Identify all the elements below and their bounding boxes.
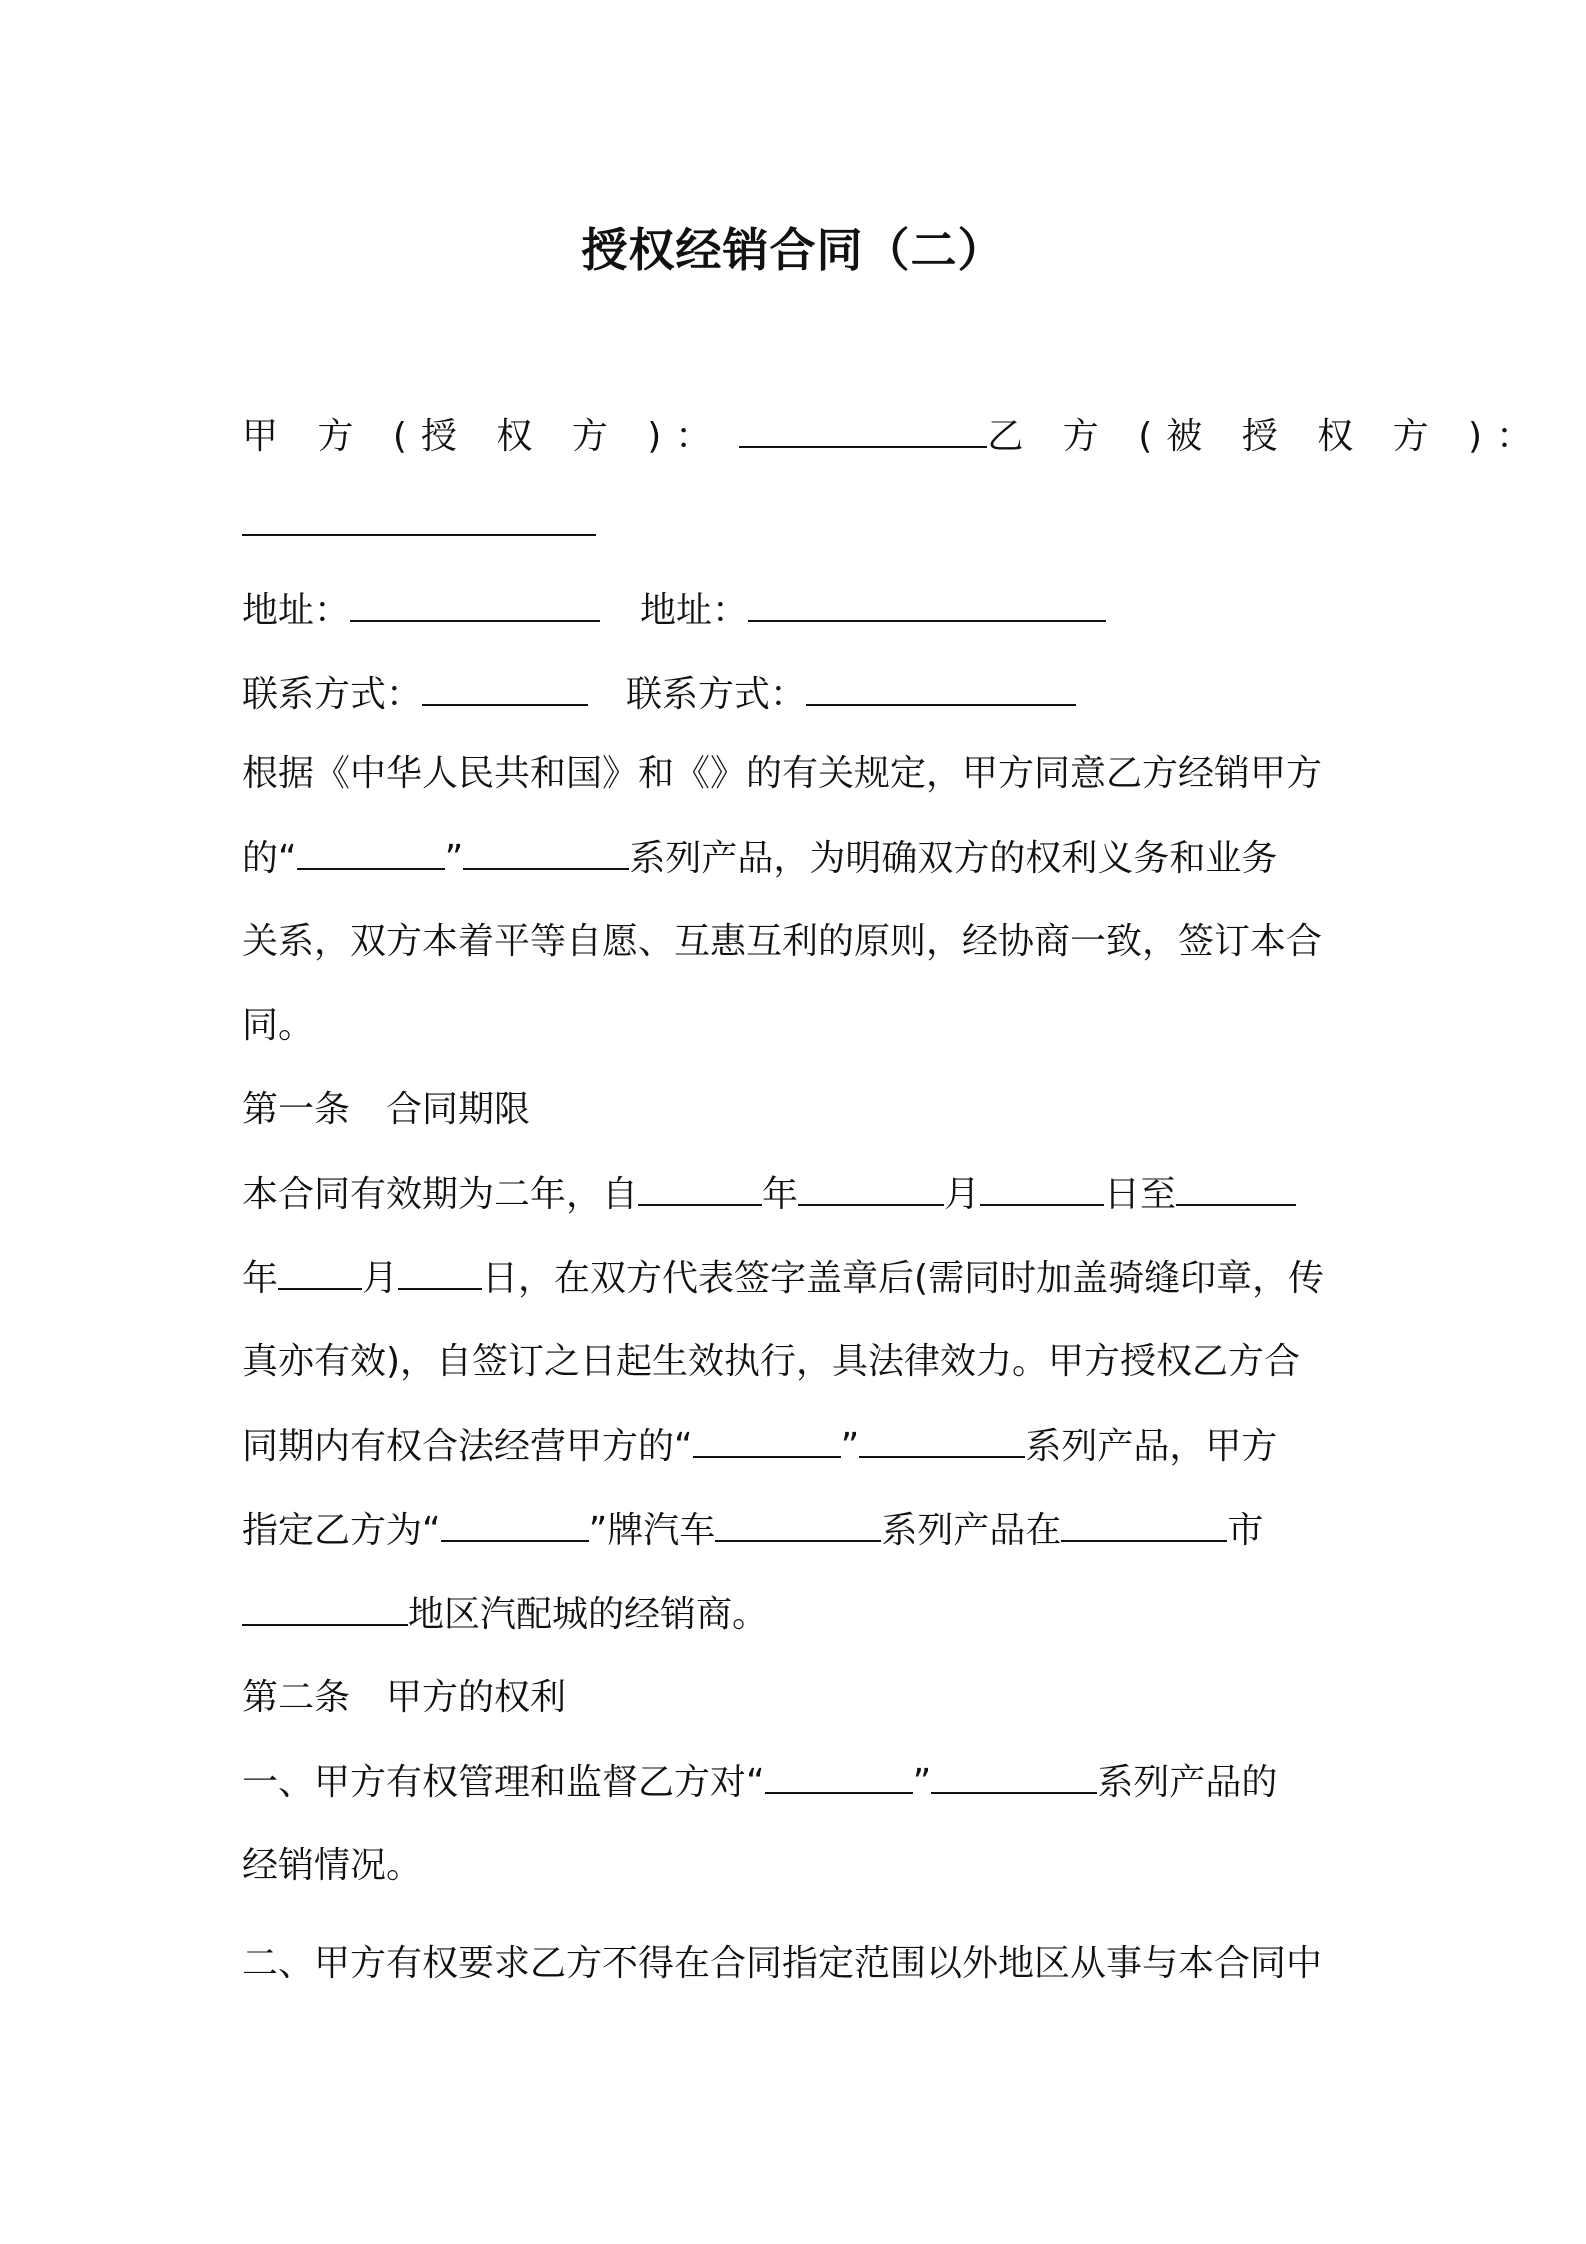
brand-blank-2	[693, 1424, 841, 1458]
parties-line	[242, 414, 1546, 459]
preamble-line-4: 同。	[242, 1005, 315, 1046]
end-day-blank	[398, 1256, 482, 1290]
article-1-line-5: 指定乙方为“ ”牌汽车 系列产品在 市	[242, 1510, 1264, 1551]
contact-line	[242, 672, 1076, 717]
article-1-heading: 第一条 合同期限	[242, 1089, 531, 1130]
series-blank	[463, 836, 629, 870]
address-b-blank	[748, 588, 1106, 622]
contact-a-blank	[422, 672, 588, 706]
preamble-line-2: 的“ ” 系列产品，为明确双方的权利义务和业务	[242, 838, 1278, 879]
brand-blank	[297, 836, 445, 870]
party-a-label: 甲 方 (授 权 方 )：	[242, 416, 726, 457]
article-1-line-4: 同期内有权合法经营甲方的“ ” 系列产品，甲方	[242, 1426, 1278, 1467]
article-1-line-1: 本合同有效期为二年，自 年 月 日至	[242, 1172, 1296, 1217]
district-blank	[242, 1592, 408, 1626]
start-month-blank	[798, 1172, 944, 1206]
address-label-b: 地址：	[640, 590, 749, 631]
article-2-item-2: 二、甲方有权要求乙方不得在合同指定范围以外地区从事与本合同中	[242, 1943, 1323, 1984]
article-1-line-3: 真亦有效)，自签订之日起生效执行，具法律效力。甲方授权乙方合	[242, 1341, 1301, 1382]
address-label-a: 地址：	[242, 590, 351, 631]
party-a-name-blank	[739, 414, 987, 448]
party-b-name-blank	[242, 502, 596, 536]
party-b-name-line	[242, 502, 596, 547]
preamble-line-1: 根据《中华人民共和国》和《》的有关规定，甲方同意乙方经销甲方	[242, 753, 1323, 794]
series-blank-2	[859, 1424, 1025, 1458]
article-2-item-1-line-2: 经销情况。	[242, 1845, 423, 1886]
preamble-line-3: 关系，双方本着平等自愿、互惠互利的原则，经协商一致，签订本合	[242, 921, 1323, 962]
brand-blank-4	[765, 1760, 913, 1794]
party-b-label: 乙 方 (被 授 权 方 )：	[987, 416, 1547, 457]
address-a-blank	[350, 588, 600, 622]
brand-blank-3	[441, 1508, 589, 1542]
series-blank-3	[715, 1508, 881, 1542]
contact-label-b: 联系方式：	[626, 674, 807, 715]
article-2-heading: 第二条 甲方的权利	[242, 1677, 567, 1718]
end-year-blank	[1176, 1172, 1296, 1206]
document-title: 授权经销合同（二）	[581, 223, 1005, 277]
address-line	[242, 588, 1106, 633]
contact-label-a: 联系方式：	[242, 674, 423, 715]
city-blank	[1061, 1508, 1227, 1542]
end-month-blank	[278, 1256, 362, 1290]
article-1-line-6: 地区汽配城的经销商。	[242, 1592, 768, 1637]
article-2-item-1-line-1: 一、甲方有权管理和监督乙方对“ ” 系列产品的	[242, 1762, 1278, 1803]
start-day-blank	[980, 1172, 1104, 1206]
start-year-blank	[638, 1172, 762, 1206]
series-blank-4	[931, 1760, 1097, 1794]
article-1-line-2: 年 月 日，在双方代表签字盖章后(需同时加盖骑缝印章，传	[242, 1258, 1325, 1299]
contact-b-blank	[806, 672, 1076, 706]
